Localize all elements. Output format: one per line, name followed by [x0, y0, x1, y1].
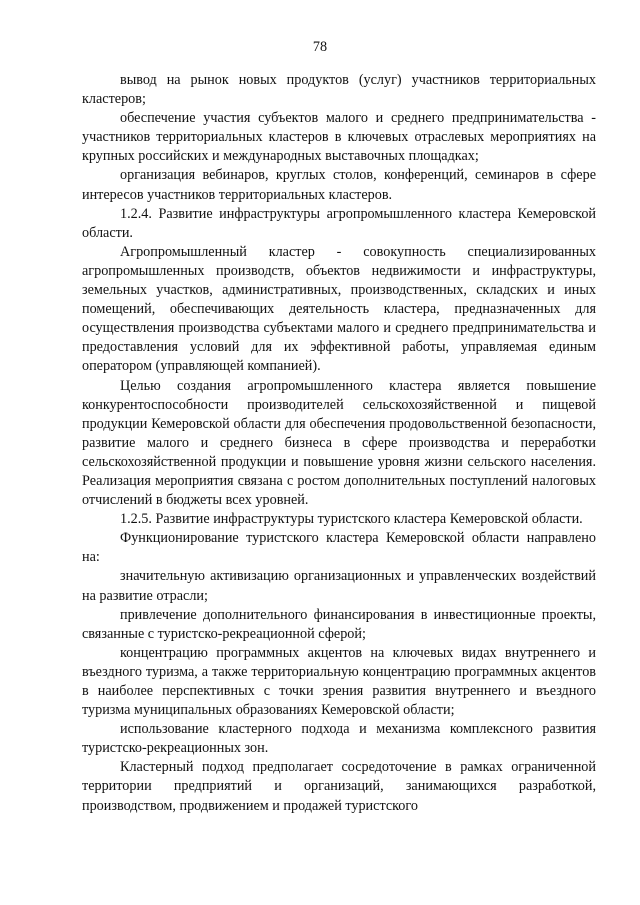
paragraph-tourism-cluster-intro: Функционирование туристского кластера Кемеровской области направлено на: [82, 530, 596, 566]
paragraph-concentration: концентрацию программных акцентов на ключевых видах внутреннего и въездного туризма, а также территориальную концентрацию программных акцентов в наиболее перспективных с точки зрения развития внутреннего и въездного туризма муниципальных образованиях Кемеровской области; [82, 644, 596, 719]
section-heading-1-2-5: 1.2.5. Развитие инфраструктуры туристского кластера Кемеровской области. [120, 511, 583, 528]
paragraph-webinars: организация вебинаров, круглых столов, конференций, семинаров в сфере интересов участников территориальных кластеров. [82, 167, 596, 203]
section-heading-1-2-4: 1.2.4. Развитие инфраструктуры агропромышленного кластера Кемеровской области. [82, 205, 596, 241]
paragraph-financing: привлечение дополнительного финансирования в инвестиционные проекты, связанные с туристско-рекреационной сферой; [82, 606, 596, 642]
document-body [82, 71, 596, 816]
paragraph-agro-cluster-definition: Агропромышленный кластер - совокупность специализированных агропромышленных производств, объектов недвижимости и инфраструктуры, земельных участков, административных, производственных, складских и иных помещений, обеспечивающих деятельность кластера, предназначенных для осуществления производства субъектами малого и среднего предпринимательства и предоставления условий для их эффективной работы, управляемая единым оператором (управляющей компанией). [82, 243, 596, 375]
paragraph-exhibition-participation: обеспечение участия субъектов малого и среднего предпринимательства - участников территориальных кластеров в ключевых отраслевых мероприятиях на крупных российских и международных выставочных площадках; [82, 110, 596, 165]
page-number: 78 [312, 39, 328, 55]
paragraph-activation: значительную активизацию организационных и управленческих воздействий на развитие отрасли; [82, 568, 596, 604]
paragraph-cluster-approach: Кластерный подход предполагает сосредоточение в рамках ограниченной территории предприятий и организаций, занимающихся разработкой, производством, продвижением и продажей туристского [82, 759, 596, 814]
paragraph-market-entry: вывод на рынок новых продуктов (услуг) участников территориальных кластеров; [82, 72, 596, 108]
paragraph-cluster-approach-use: использование кластерного подхода и механизма комплексного развития туристско-рекреационных зон. [82, 721, 596, 757]
paragraph-agro-cluster-goal: Целью создания агропромышленного кластера является повышение конкурентоспособности производителей сельскохозяйственной и пищевой продукции Кемеровской области для обеспечения продовольственной безопасности, развитие малого и среднего бизнеса в сфере производства и переработки сельскохозяйственной продукции и повышение уровня жизни сельского населения. Реализация мероприятия связана с ростом дополнительных поступлений налоговых отчислений в бюджеты всех уровней. [82, 377, 596, 509]
